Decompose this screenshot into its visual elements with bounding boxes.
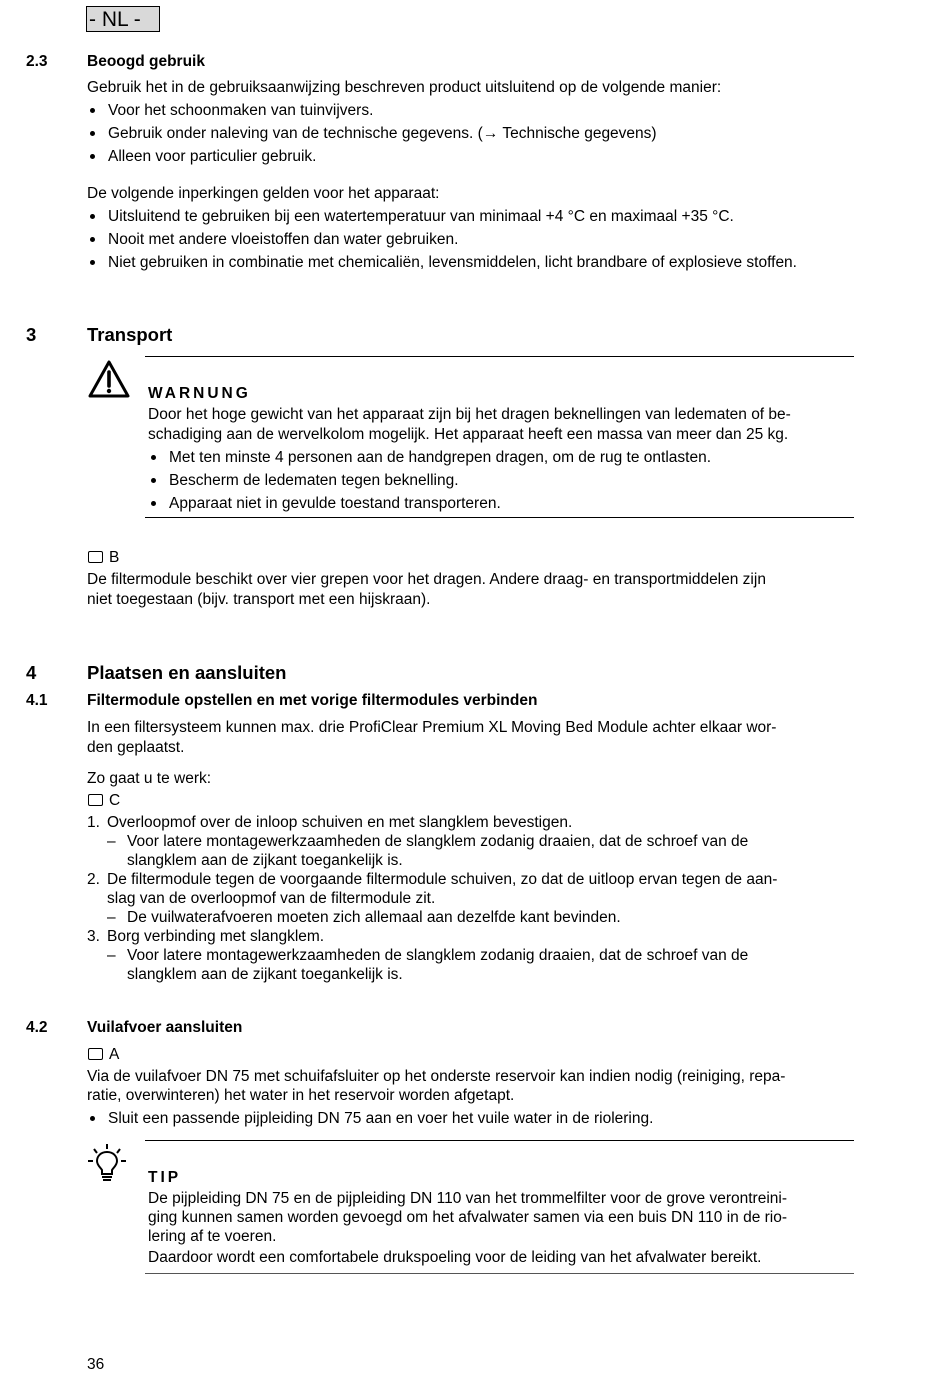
text-line: De pijpleiding DN 75 en de pijpleiding DN 110 van het trommelfilter voor de grove verontreini- bbox=[148, 1190, 787, 1207]
warning-triangle-icon bbox=[87, 359, 131, 399]
tip-bottom-rule bbox=[145, 1273, 854, 1274]
list-item: Gebruik onder naleving van de technische gegevens. (→ Technische gegevens) bbox=[87, 124, 862, 147]
tip-text bbox=[148, 1189, 858, 1267]
step-item bbox=[87, 927, 857, 946]
text-line: niet toegestaan (bijv. transport met een hijskraan). bbox=[87, 591, 431, 608]
step-item bbox=[87, 813, 857, 832]
step-number: 1. bbox=[87, 814, 100, 831]
list-item: Voor het schoonmaken van tuinvijvers. bbox=[87, 101, 862, 124]
step-subitem bbox=[87, 908, 857, 927]
tip-label: TIP bbox=[148, 1169, 182, 1186]
list-item: Alleen voor particulier gebruik. bbox=[87, 147, 862, 170]
step-text: slag van de overloopmof van de filtermodule zit. bbox=[107, 890, 436, 907]
step-text: De filtermodule tegen de voorgaande filtermodule schuiven, zo dat de uitloop ervan tegen de aan- bbox=[107, 871, 778, 888]
figure-ref-icon bbox=[88, 551, 103, 563]
figure-ref-label: C bbox=[109, 792, 121, 809]
page-number: 36 bbox=[87, 1356, 105, 1373]
figure-ref-a bbox=[87, 1045, 119, 1064]
usage-list bbox=[87, 101, 862, 171]
text-line: den geplaatst. bbox=[87, 739, 185, 756]
section-3-number: 3 bbox=[26, 324, 37, 345]
warning-text bbox=[148, 405, 858, 444]
transport-text bbox=[87, 570, 857, 609]
steps-list bbox=[87, 813, 857, 984]
section-2-3-title: Beoogd gebruik bbox=[87, 53, 205, 70]
section-2-3-number: 2.3 bbox=[26, 53, 48, 70]
figure-ref-label: B bbox=[109, 549, 120, 566]
warning-text-line: schadiging aan de wervelkolom mogelijk. Het apparaat heeft een massa van meer dan 25 kg. bbox=[148, 426, 789, 443]
section-4-1-intro bbox=[87, 718, 857, 757]
step-text: slangklem aan de zijkant toegankelijk is. bbox=[127, 852, 403, 869]
list-item: Bescherm de ledematen tegen beknelling. bbox=[148, 471, 858, 494]
section-4-number: 4 bbox=[26, 662, 37, 683]
dash: – bbox=[107, 947, 116, 964]
warning-list bbox=[148, 448, 858, 518]
step-number: 2. bbox=[87, 871, 100, 888]
step-number: 3. bbox=[87, 928, 100, 945]
list-item: Niet gebruiken in combinatie met chemicaliën, levensmiddelen, licht brandbare of explosieve stoffen. bbox=[87, 253, 862, 276]
section-4-2-list bbox=[87, 1109, 862, 1132]
list-item: Sluit een passende pijpleiding DN 75 aan en voer het vuile water in de riolering. bbox=[87, 1109, 862, 1132]
text-line: Daardoor wordt een comfortabele drukspoeling voor de leiding van het afvalwater bereikt. bbox=[148, 1249, 762, 1266]
section-4-2-text bbox=[87, 1067, 857, 1105]
warning-text-line: Door het hoge gewicht van het apparaat zijn bij het dragen beknellingen van ledematen of be- bbox=[148, 406, 791, 423]
section-3-title: Transport bbox=[87, 324, 173, 345]
restrictions-list bbox=[87, 207, 862, 277]
section-4-2-number: 4.2 bbox=[26, 1019, 48, 1036]
text-line: De filtermodule beschikt over vier grepen voor het dragen. Andere draag- en transportmiddelen zijn bbox=[87, 571, 766, 588]
warning-label: WARNUNG bbox=[148, 385, 251, 402]
section-4-title: Plaatsen en aansluiten bbox=[87, 662, 287, 683]
list-item: Nooit met andere vloeistoffen dan water gebruiken. bbox=[87, 230, 862, 253]
list-item: Met ten minste 4 personen aan de handgrepen dragen, om de rug te ontlasten. bbox=[148, 448, 858, 471]
step-text: Voor latere montagewerkzaamheden de slangklem zodanig draaien, dat de schroef van de bbox=[127, 833, 749, 850]
list-item: Apparaat niet in gevulde toestand transporteren. bbox=[148, 494, 858, 517]
figure-ref-icon bbox=[88, 1048, 103, 1060]
section-2-3-intro: Gebruik het in de gebruiksaanwijzing beschreven product uitsluitend op de volgende manier: bbox=[87, 79, 722, 96]
step-item bbox=[87, 870, 857, 908]
dash: – bbox=[107, 909, 116, 926]
dash: – bbox=[107, 833, 116, 850]
text-line: Via de vuilafvoer DN 75 met schuifafsluiter op het onderste reservoir kan indien nodig (reiniging, repa- bbox=[87, 1068, 786, 1085]
text-line: lering af te voeren. bbox=[148, 1228, 277, 1245]
text-line: In een filtersysteem kunnen max. drie ProfiClear Premium XL Moving Bed Module achter elkaar wor- bbox=[87, 719, 777, 736]
section-4-2-title: Vuilafvoer aansluiten bbox=[87, 1019, 243, 1036]
step-text: Overloopmof over de inloop schuiven en met slangklem bevestigen. bbox=[107, 814, 573, 831]
text-line: ging kunnen samen worden gevoegd om het afvalwater samen via een buis DN 110 in de rio- bbox=[148, 1209, 788, 1226]
section-4-1-title: Filtermodule opstellen en met vorige filtermodules verbinden bbox=[87, 692, 538, 709]
step-text: De vuilwaterafvoeren moeten zich allemaal aan dezelfde kant bevinden. bbox=[127, 909, 621, 926]
figure-ref-label: A bbox=[109, 1046, 120, 1063]
tip-top-rule bbox=[145, 1140, 854, 1141]
text-line: ratie, overwinteren) het water in het reservoir worden afgetapt. bbox=[87, 1087, 515, 1104]
warning-bottom-rule bbox=[145, 517, 854, 518]
figure-ref-c bbox=[87, 791, 120, 810]
step-subitem bbox=[87, 946, 857, 984]
restrictions-intro: De volgende inperkingen gelden voor het apparaat: bbox=[87, 185, 440, 202]
step-text: Voor latere montagewerkzaamheden de slangklem zodanig draaien, dat de schroef van de bbox=[127, 947, 749, 964]
section-4-1-number: 4.1 bbox=[26, 692, 48, 709]
figure-ref-b bbox=[87, 548, 119, 567]
step-text: Borg verbinding met slangklem. bbox=[107, 928, 325, 945]
warning-top-rule bbox=[145, 356, 854, 357]
step-subitem bbox=[87, 832, 857, 870]
figure-ref-icon bbox=[88, 794, 103, 806]
language-tag: - NL - bbox=[86, 6, 160, 32]
lightbulb-icon bbox=[86, 1143, 128, 1185]
list-item: Uitsluitend te gebruiken bij een watertemperatuur van minimaal +4 °C en maximaal +35 °C. bbox=[87, 207, 862, 230]
step-text: slangklem aan de zijkant toegankelijk is. bbox=[127, 966, 403, 983]
howto-text: Zo gaat u te werk: bbox=[87, 770, 212, 787]
